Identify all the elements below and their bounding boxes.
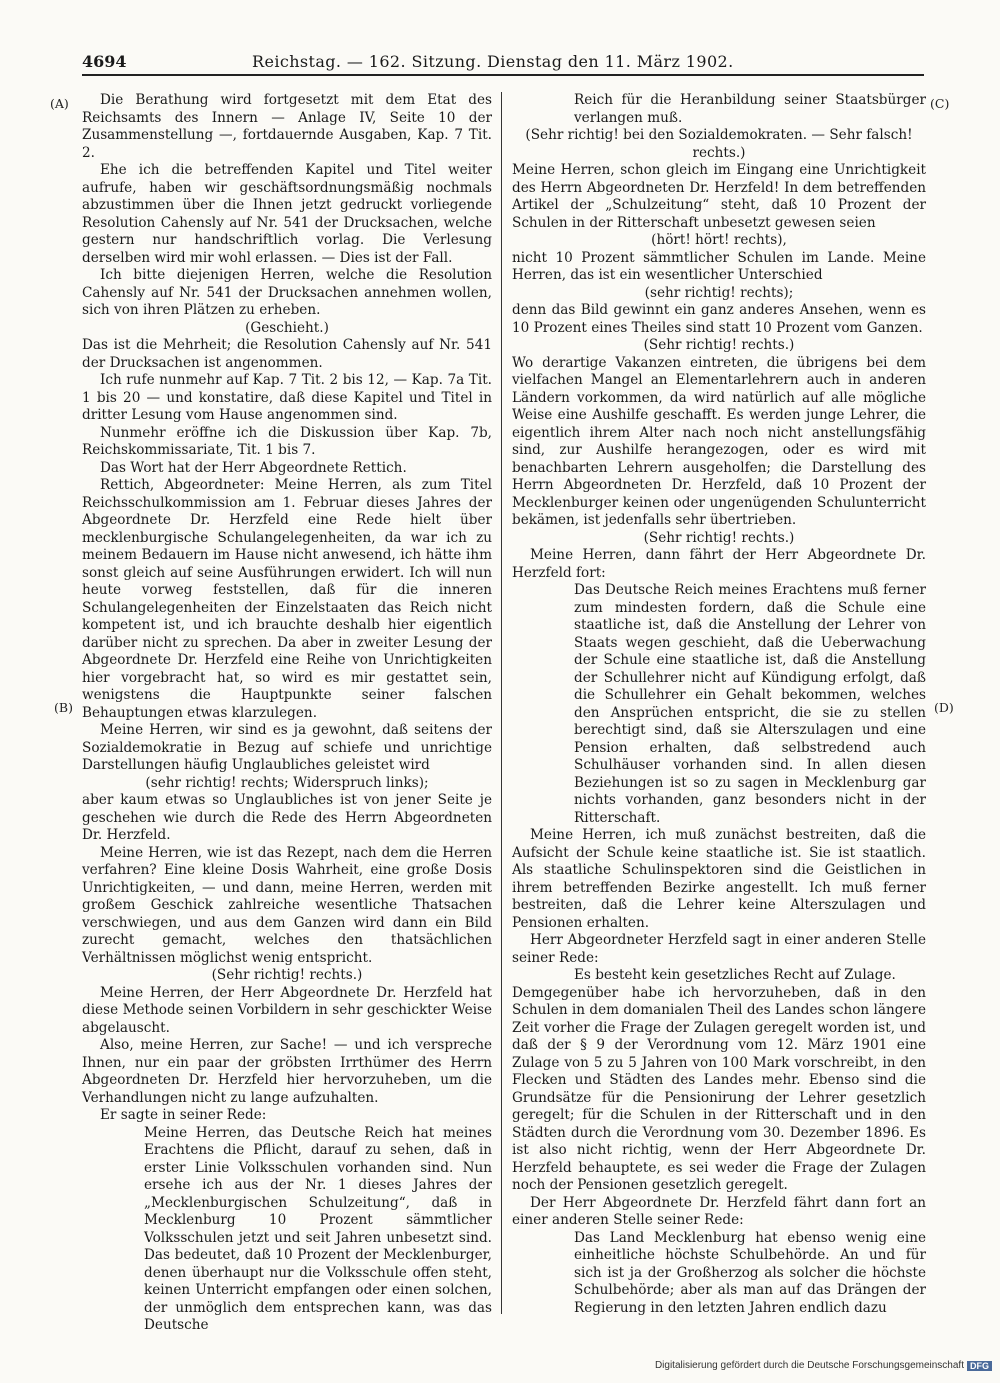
credit-text: Digitalisierung gefördert durch die Deutsche Forschungsgemeinschaft (654, 1360, 964, 1371)
paragraph: Herr Abgeordneter Herzfeld sagt in einer anderen Stelle seiner Rede: (512, 932, 926, 966)
digitization-credit (655, 1360, 992, 1371)
interjection: (hört! hört! rechts), (651, 232, 787, 248)
interjection: (sehr richtig! rechts; Widerspruch links); (145, 774, 429, 791)
block-quote: Reich für die Heranbildung seiner Staatsbürger verlangen muß. (574, 92, 926, 126)
block-quote: Das Land Mecklenburg hat ebenso wenig eine einheitliche höchste Schulbehörde. An und für sich ist ja der Großherzog als solcher die höchste Schulbehörde; aber als man auf das Drängen der Regierung in den letzten Jahren endlich dazu (574, 1229, 926, 1316)
paragraph: Wo derartige Vakanzen eintreten, die übrigens bei dem vielfachen Mangel an Elementarlehrern auch in anderen Ländern vorkommen, da wird natürlich auf alle mögliche Weise eine Aushilfe geschafft. Es werden junge Lehrer, die eigentlich ihrem Alter nach noch nicht anstellungsfähig sind, zur Aushilfe herangezogen, oder es wird mit benachbarten Lehrern ausgeholfen; die Darstellung des Herrn Abgeordneten Dr. Herzfeld, daß 10 Prozent der Mecklenburger keinen oder ungenügenden Schulunterricht bekämen, ist jedenfalls sehr übertrieben. (512, 354, 926, 528)
paragraph: Der Herr Abgeordnete Dr. Herzfeld fährt dann fort an einer anderen Stelle seiner Rede: (512, 1194, 926, 1228)
paragraph: denn das Bild gewinnt ein ganz anderes Ansehen, wenn es 10 Prozent eines Theiles sind statt 10 Prozent vom Ganzen. (512, 302, 926, 336)
page-number: 4694 (82, 52, 127, 71)
left-column (82, 92, 492, 1335)
interjection: (Sehr richtig! rechts.) (211, 967, 363, 983)
block-quote: Das Deutsche Reich meines Erachtens muß ferner zum mindesten fordern, daß die Schule eine staatliche ist, daß die Anstellung der Lehrer von Staats wegen geschieht, daß die Ueberwachung der Schule eine staatliche ist, daß die Anstellung der Schullehrer nicht auf Kündigung erfolgt, daß die Schullehrer ein Gehalt bekommen, welches den Ansprüchen entspricht, die sie zu stellen berechtigt sind, daß sie Alterszulagen und eine Pension erhalten, daß selbstredend auch Schulhäuser vorhanden sind. In allen diesen Beziehungen ist so zu sagen in Mecklenburg gar nichts vorhanden, ganz besonders nicht in der Ritterschaft. (574, 582, 926, 826)
paragraph: Meine Herren, dann fährt der Herr Abgeordnete Dr. Herzfeld fort: (512, 547, 926, 581)
interjection: (Sehr richtig! rechts.) (643, 529, 795, 546)
interjection: (Sehr richtig! rechts.) (643, 337, 795, 353)
margin-mark-b: (B) (54, 700, 73, 715)
paragraph: nicht 10 Prozent sämmtlicher Schulen im Lande. Meine Herren, das ist ein wesentlicher Unterschied (512, 249, 926, 283)
paragraph: Ich bitte diejenigen Herren, welche die Resolution Cahensly auf Nr. 541 der Drucksachen annehmen wollen, sich von ihren Plätzen zu erheben. (82, 267, 492, 318)
paragraph: Meine Herren, der Herr Abgeordnete Dr. Herzfeld hat diese Methode seinen Vorbildern in sehr geschickter Weise abgelauscht. (82, 984, 492, 1036)
paragraph: Meine Herren, ich muß zunächst bestreiten, daß die Aufsicht der Schule keine staatliche ist. Sie ist staatlich. Als staatliche Schulinspektoren sind die Geistlichen in ihrem betreffenden Bezirke angestellt. Ich muß ferner bestreiten, daß die Lehrer keine Alterszulagen und Pensionen erhalten. (512, 827, 926, 931)
margin-mark-a: (A) (50, 96, 69, 111)
paragraph: Meine Herren, wir sind es ja gewohnt, daß seitens der Sozialdemokratie in Bezug auf schiefe und unrichtige Darstellungen häufig Unglaubliches geleistet wird (82, 722, 492, 773)
paragraph: Ich rufe nunmehr auf Kap. 7 Tit. 2 bis 12, — Kap. 7a Tit. 1 bis 20 — und konstatire, daß diese Kapitel und Titel in dritter Lesung vom Hause angenommen sind. (82, 372, 492, 423)
paragraph: Er sagte in seiner Rede: (100, 1107, 267, 1123)
column-divider (501, 92, 502, 1314)
paragraph: Meine Herren, schon gleich im Eingang eine Unrichtigkeit des Herrn Abgeordneten Dr. Herzfeld! In dem betreffenden Artikel der „Schulzeitung“ steht, daß 10 Prozent der Schulen in der Ritterschaft unbesetzt gewesen seien (512, 162, 926, 231)
paragraph: aber kaum etwas so Unglaubliches ist von jener Seite je geschehen wie durch die Rede des Herrn Abgeordneten Dr. Herzfeld. (82, 792, 492, 843)
speech-paragraph: Rettich, Abgeordneter: Meine Herren, als zum Titel Reichsschulkommission am 1. Februar dieses Jahres der Abgeordnete Dr. Herzfeld eine Rede hielt über mecklenburgische Schulangelegenheiten, da war ich zu meinem Bedauern im Hause nicht anwesend, ich hätte ihm sonst gleich auf seine Ausführungen erwidert. Ich will nun heute vorweg feststellen, daß für die inneren Schulangelegenheiten der Einzelstaaten das Reich nicht kompetent ist, und ich brauchte deshalb hier eigentlich darüber nicht zu sprechen. Da aber in zweiter Lesung der Abgeordnete Dr. Herzfeld eine Reihe von Unrichtigkeiten hier vorgebracht hat, so wird es mir gestattet sein, wenigstens die Hauptpunkte seiner falschen Behauptungen etwas klarzulegen. (82, 477, 492, 721)
paragraph: Also, meine Herren, zur Sache! — und ich verspreche Ihnen, nur ein paar der gröbsten Irrthümer des Herrn Abgeordneten Dr. Herzfeld hier hervorzuheben, um die Verhandlungen nicht zu lange aufzuhalten. (82, 1037, 492, 1106)
running-title: Reichstag. — 162. Sitzung. Dienstag den 11. März 1902. (252, 52, 734, 71)
paragraph: Meine Herren, wie ist das Rezept, nach dem die Herren verfahren? Eine kleine Dosis Wahrheit, eine große Dosis Unrichtigkeiten, — und dann, meine Herren, werden mit großem Geschick zahlreiche wesentliche Thatsachen verschwiegen, und aus dem Ganzen wird dann ein Bild zurecht gemacht, welches den thatsächlichen Verhältnissen möglichst wenig entspricht. (82, 844, 492, 966)
paragraph: Das ist die Mehrheit; die Resolution Cahensly auf Nr. 541 der Drucksachen ist angenommen. (82, 337, 492, 371)
interjection: (Sehr richtig! bei den Sozialdemokraten. — Sehr falsch! rechts.) (525, 127, 913, 161)
margin-mark-c: (C) (930, 96, 950, 111)
page-header (82, 50, 924, 76)
block-quote: Es besteht kein gesetzliches Recht auf Zulage. (574, 967, 896, 983)
paragraph: Nunmehr eröffne ich die Diskussion über Kap. 7b, Reichskommissariate, Tit. 1 bis 7. (82, 424, 492, 458)
paragraph: Die Berathung wird fortgesetzt mit dem Etat des Reichsamts des Innern — Anlage IV, Seite 10 der Zusammenstellung —, fortdauernde Ausgaben, Kap. 7 Tit. 2. (82, 92, 492, 161)
right-column (512, 92, 926, 1317)
paragraph: Ehe ich die betreffenden Kapitel und Titel weiter aufrufe, haben wir geschäftsordnungsmäßig nochmals abzustimmen über die Ihnen jetzt gedruckt vorliegende Resolution Cahensly auf Nr. 541 der Drucksachen, welche gestern nur handschriftlich vorlag. Die Verlesung derselben wird mir wohl erlassen. — Dies ist der Fall. (82, 162, 492, 266)
dfg-logo: DFG (967, 1361, 992, 1371)
margin-mark-d: (D) (934, 700, 954, 715)
paragraph: Das Wort hat der Herr Abgeordnete Rettich. (100, 459, 407, 476)
interjection: (sehr richtig! rechts); (644, 284, 794, 301)
paragraph: Demgegenüber habe ich hervorzuheben, daß in den Schulen in dem domanialen Theil des Landes schon längere Zeit vorher die Frage der Zulagen geregelt worden ist, und daß der § 9 der Verordnung vom 12. März 1901 eine Zulage von 5 zu 5 Jahren von 100 Mark vorschreibt, in den Flecken und Städten des Landes mehr. Ebenso sind die Grundsätze für die Pensionirung der Lehrer gesetzlich geregelt; für die Schulen in der Ritterschaft und in den Städten durch die Verordnung vom 30. Dezember 1896. Es ist also nicht richtig, wenn der Herr Abgeordnete Dr. Herzfeld behauptete, es sei weder die Frage der Zulagen noch der Pensionen gesetzlich geregelt. (512, 984, 926, 1193)
block-quote: Meine Herren, das Deutsche Reich hat meines Erachtens die Pflicht, darauf zu sehen, daß in erster Linie Volksschulen vorhanden sind. Nun ersehe ich aus der Nr. 1 dieses Jahres der „Mecklenburgischen Schulzeitung“, daß in Mecklenburg 10 Prozent sämmtlicher Volksschulen jetzt und seit Jahren unbesetzt sind. Das bedeutet, daß 10 Prozent der Mecklenburger, denen überhaupt nur die Volksschule offen steht, keinen Unterricht empfangen oder einen solchen, der unmöglich dem entsprechen kann, was das Deutsche (144, 1124, 492, 1333)
interjection: (Geschieht.) (245, 319, 329, 336)
